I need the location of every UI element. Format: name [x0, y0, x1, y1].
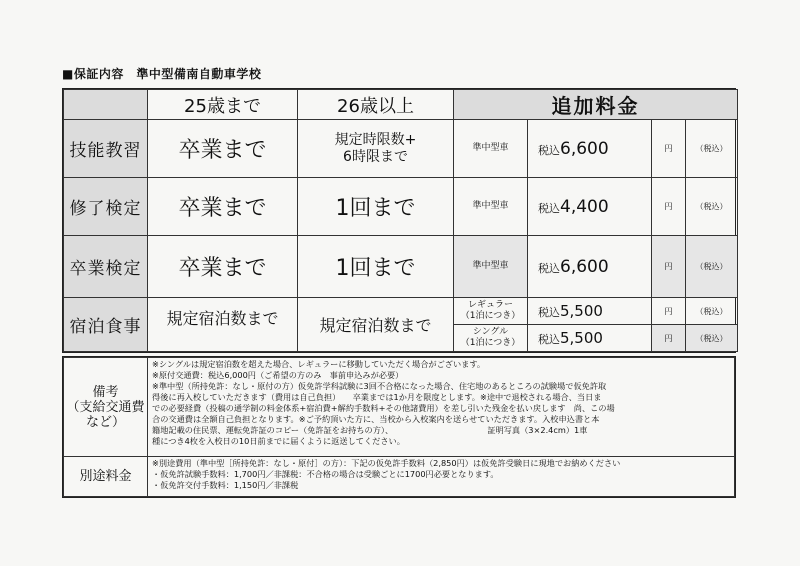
notes-label: [64, 358, 148, 457]
price-graduation: [528, 236, 652, 298]
cell-interim-25: 卒業まで: [148, 178, 298, 236]
header-blank: [64, 90, 148, 120]
price-prefix: 税込: [538, 261, 560, 275]
page-title: ■保証内容 準中型備南自動車学校: [62, 67, 262, 81]
extra-line: ・仮免許交付手数料：1,150円／非課税: [152, 480, 299, 490]
car-type-single: [454, 325, 528, 352]
notes-table: [62, 356, 736, 498]
row-label-skill: 技能教習: [64, 120, 148, 178]
car-type-regular: [454, 298, 528, 325]
cell-graduation-26: 1回まで: [298, 236, 454, 298]
header-additional-fee: 追加料金: [454, 90, 738, 120]
guarantee-table: [62, 88, 736, 353]
notes-label-line3: など）: [85, 414, 125, 430]
tax-note: （税込）: [686, 120, 738, 178]
tax-note: （税込）: [686, 178, 738, 236]
notes-line: 籍地記載の住民票、運転免許証のコピー（免許証をお持ちの方）、 証明写真（3×2.4cm）1車: [152, 425, 588, 435]
notes-line: 得後に再入校していただきます（費用は自己負担） 卒業までは1か月を限度とします。※途中で退校される場合、当日ま: [152, 392, 602, 402]
notes-line: 合の交通費は全額自己負担となります。※ご予約頂いた方に、当校から入校案内を送らせていただきます。入校申込書と本: [152, 414, 600, 424]
yen-unit: 円: [652, 236, 686, 298]
extra-fee-label: 別途料金: [64, 457, 148, 497]
car-type-skill: 準中型車: [454, 120, 528, 178]
price-prefix: 税込: [538, 306, 560, 319]
header-age-25: 25歳まで: [148, 90, 298, 120]
notes-line: での必要経費（投稿の通学制の料金体系+宿泊費+解約手数料+その他諸費用）を差し引いた残金を払い戻します 尚、この場: [152, 403, 615, 413]
cell-interim-26: 1回まで: [298, 178, 454, 236]
price-interim: [528, 178, 652, 236]
car-type-graduation: 準中型車: [454, 236, 528, 298]
price-prefix: 税込: [538, 143, 560, 157]
price-prefix: 税込: [538, 201, 560, 215]
tax-note: （税込）: [686, 236, 738, 298]
car-type-regular-unit: （1泊につき）: [460, 311, 521, 321]
cell-skill-26-line1: 規定時限数+: [334, 131, 417, 148]
car-type-regular-name: レギュラー: [467, 300, 513, 310]
notes-line: ※準中型（所持免許：なし・原付の方）仮免許学科試験に3回不合格になった場合、住宅地のあるところの試験場で仮免許取: [152, 381, 607, 391]
cell-lodging-26: 規定宿泊数まで: [298, 298, 454, 352]
yen-unit: 円: [652, 298, 686, 325]
row-label-graduation-exam: 卒業検定: [64, 236, 148, 298]
extra-fee-text: [148, 457, 735, 497]
cell-skill-26-line2: 6時限まで: [343, 148, 408, 165]
price-regular: [528, 298, 652, 325]
notes-line: ※原付交通費：税込6,000円（ご希望の方のみ 事前申込みが必要）: [152, 370, 404, 380]
notes-text: [148, 358, 735, 457]
price-skill: [528, 120, 652, 178]
price-prefix: 税込: [538, 333, 560, 346]
price-value: 5,500: [560, 329, 603, 347]
car-type-interim: 準中型車: [454, 178, 528, 236]
yen-unit: 円: [652, 178, 686, 236]
notes-line: ※シングルは規定宿泊数を超えた場合、レギュラーに移動していただく場合がございます。: [152, 359, 486, 369]
price-single: [528, 325, 652, 352]
row-label-lodging: 宿泊食事: [64, 298, 148, 352]
yen-unit: 円: [652, 325, 686, 352]
tax-note: （税込）: [686, 325, 738, 352]
header-age-26: 26歳以上: [298, 90, 454, 120]
cell-graduation-25: 卒業まで: [148, 236, 298, 298]
notes-line: 種につき4枚を入校日の10日前までに届くように返送してください。: [152, 436, 405, 446]
car-type-single-name: シングル: [472, 327, 509, 337]
notes-label-line1: 備考: [92, 384, 119, 400]
extra-line: ・仮免許試験手数料：1,700円／非課税：不合格の場合は受験ごとに1700円必要となります。: [152, 469, 499, 479]
car-type-single-unit: （1泊につき）: [460, 338, 521, 348]
price-value: 6,600: [560, 256, 609, 277]
yen-unit: 円: [652, 120, 686, 178]
cell-skill-26: [298, 120, 454, 178]
price-value: 6,600: [560, 138, 609, 159]
price-value: 5,500: [560, 302, 603, 320]
cell-skill-25: 卒業まで: [148, 120, 298, 178]
extra-line: ※別途費用（準中型［所持免許：なし・原付］の方）：下記の仮免許手数料（2,850円）は仮免許受験日に現地でお納めください: [152, 458, 621, 468]
price-value: 4,400: [560, 196, 609, 217]
row-label-interim-exam: 修了検定: [64, 178, 148, 236]
notes-label-line2: （支給交通費: [66, 399, 145, 415]
cell-lodging-25: 規定宿泊数まで: [148, 298, 298, 352]
tax-note: （税込）: [686, 298, 738, 325]
